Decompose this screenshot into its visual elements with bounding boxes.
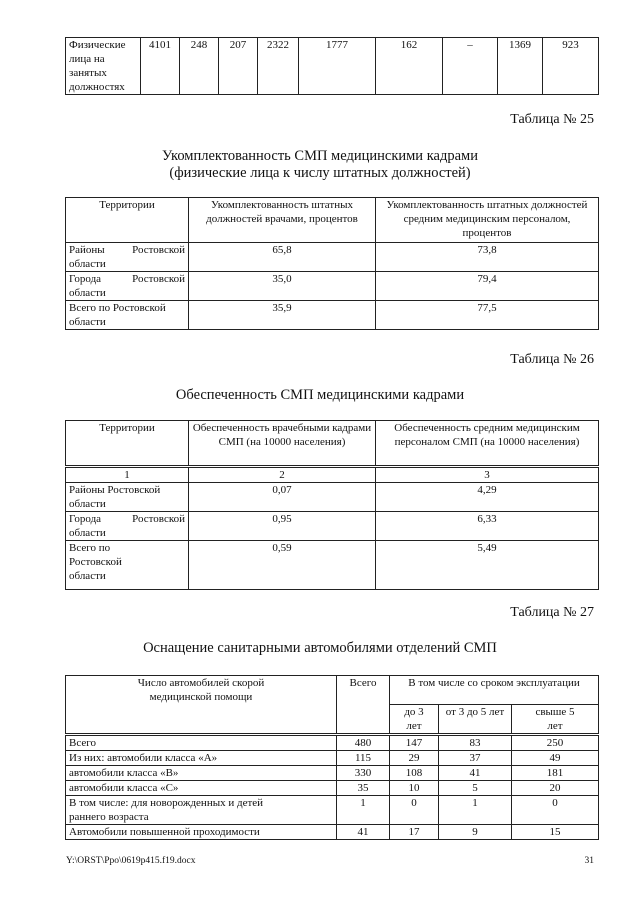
header-total: Всего <box>337 676 390 735</box>
table-26 <box>65 420 599 590</box>
row-name: автомобили класса «В» <box>66 766 337 781</box>
cell-value: 10 <box>390 781 439 796</box>
cell-total: 35 <box>337 781 390 796</box>
row-name: Всего по Ростовской области <box>66 301 189 330</box>
table-row <box>66 243 599 272</box>
cell-value: 49 <box>512 751 599 766</box>
table-row <box>66 541 599 590</box>
cell-value: 35,9 <box>189 301 376 330</box>
table-row <box>66 38 599 95</box>
cell-value: 0,07 <box>189 483 376 512</box>
header-nurses: Укомплектованность штатных должностей средним медицинским персоналом, процентов <box>376 198 599 243</box>
cell-value: 83 <box>439 735 512 751</box>
row-label: Физические лица на занятых должностях <box>66 38 141 95</box>
header-over-5: свыше 5 лет <box>512 705 599 735</box>
table-header-row <box>66 676 599 705</box>
row-name-text: В том числе: для новорожденных и детей раннего возраста <box>69 797 264 823</box>
cell-value: 2322 <box>258 38 299 95</box>
row-name: Всего <box>66 735 337 751</box>
cell-value: 0 <box>390 796 439 825</box>
header-doctors: Обеспеченность врачебными кадрами СМП (на 10000 населения) <box>189 421 376 467</box>
cell-value: 250 <box>512 735 599 751</box>
table-title: Укомплектованность СМП медицинскими кадрами <box>162 148 478 164</box>
cell-value: 1777 <box>299 38 376 95</box>
cell-value: 4,29 <box>376 483 599 512</box>
cell-value: 77,5 <box>376 301 599 330</box>
cell-value: 1369 <box>498 38 543 95</box>
cell-value: 1 <box>439 796 512 825</box>
col-number: 2 <box>189 467 376 483</box>
cell-value: 181 <box>512 766 599 781</box>
table-number: Таблица № 25 <box>510 112 594 127</box>
header-vehicle-count-text: Число автомобилей скорой медицинской помощи <box>137 677 265 703</box>
table-row <box>66 735 599 751</box>
row-name: автомобили класса «С» <box>66 781 337 796</box>
cell-value: 108 <box>390 766 439 781</box>
cell-value: 29 <box>390 751 439 766</box>
table-row <box>66 301 599 330</box>
table-header-row <box>66 198 599 243</box>
footer-file-path: Y:\ORST\Ppo\0619p415.f19.docx <box>66 856 196 866</box>
table-row <box>66 483 599 512</box>
cell-total: 480 <box>337 735 390 751</box>
top-continuation-table <box>65 37 599 95</box>
column-numbers-row <box>66 467 599 483</box>
table-title: Обеспеченность СМП медицинскими кадрами <box>175 387 465 403</box>
col-number: 1 <box>66 467 189 483</box>
cell-value: 207 <box>219 38 258 95</box>
table-title: Оснащение санитарными автомобилями отделений СМП <box>143 640 497 656</box>
header-nurses: Обеспеченность средним медицинским персоналом СМП (на 10000 населения) <box>376 421 599 467</box>
row-name: Районы Ростовской области <box>66 243 189 272</box>
col-number: 3 <box>376 467 599 483</box>
cell-value: 17 <box>390 825 439 840</box>
cell-value: 20 <box>512 781 599 796</box>
header-territory: Территории <box>66 421 189 467</box>
table-25 <box>65 197 599 330</box>
table-header-row <box>66 421 599 467</box>
cell-value: 248 <box>180 38 219 95</box>
row-name: Районы Ростовской области <box>66 483 189 512</box>
row-name: Города Ростовской области <box>66 272 189 301</box>
header-doctors: Укомплектованность штатных должностей врачами, процентов <box>189 198 376 243</box>
cell-value: 15 <box>512 825 599 840</box>
cell-value: 5,49 <box>376 541 599 590</box>
table-row <box>66 512 599 541</box>
cell-value: 0,95 <box>189 512 376 541</box>
row-name-text: Всего по Ростовской области <box>69 542 122 582</box>
table-row <box>66 825 599 840</box>
table-row <box>66 272 599 301</box>
cell-total: 115 <box>337 751 390 766</box>
cell-value: 37 <box>439 751 512 766</box>
cell-value: – <box>443 38 498 95</box>
table-27 <box>65 675 599 840</box>
table-row <box>66 781 599 796</box>
header-territory: Территории <box>66 198 189 243</box>
table-row <box>66 796 599 825</box>
footer-page-number: 31 <box>584 856 594 866</box>
cell-total: 330 <box>337 766 390 781</box>
cell-value: 0,59 <box>189 541 376 590</box>
header-3-to-5: от 3 до 5 лет <box>439 705 512 735</box>
table-subtitle: (физические лица к числу штатных должностей) <box>169 165 471 181</box>
cell-value: 0 <box>512 796 599 825</box>
table-number: Таблица № 27 <box>510 605 594 620</box>
row-name: Автомобили повышенной проходимости <box>66 825 337 840</box>
cell-value: 35,0 <box>189 272 376 301</box>
header-vehicle-count <box>66 676 337 735</box>
row-name <box>66 796 337 825</box>
cell-value: 4101 <box>141 38 180 95</box>
row-name: Города Ростовской области <box>66 512 189 541</box>
cell-value: 79,4 <box>376 272 599 301</box>
row-name <box>66 541 189 590</box>
table-number: Таблица № 26 <box>510 352 594 367</box>
cell-value: 162 <box>376 38 443 95</box>
row-name: Из них: автомобили класса «А» <box>66 751 337 766</box>
cell-value: 147 <box>390 735 439 751</box>
cell-value: 923 <box>543 38 599 95</box>
cell-value: 6,33 <box>376 512 599 541</box>
cell-total: 1 <box>337 796 390 825</box>
table-row <box>66 751 599 766</box>
cell-value: 41 <box>439 766 512 781</box>
cell-value: 5 <box>439 781 512 796</box>
header-service-life: В том числе со сроком эксплуатации <box>390 676 599 705</box>
cell-value: 65,8 <box>189 243 376 272</box>
table-row <box>66 766 599 781</box>
cell-total: 41 <box>337 825 390 840</box>
cell-value: 9 <box>439 825 512 840</box>
cell-value: 73,8 <box>376 243 599 272</box>
header-up-to-3: до 3 лет <box>390 705 439 735</box>
